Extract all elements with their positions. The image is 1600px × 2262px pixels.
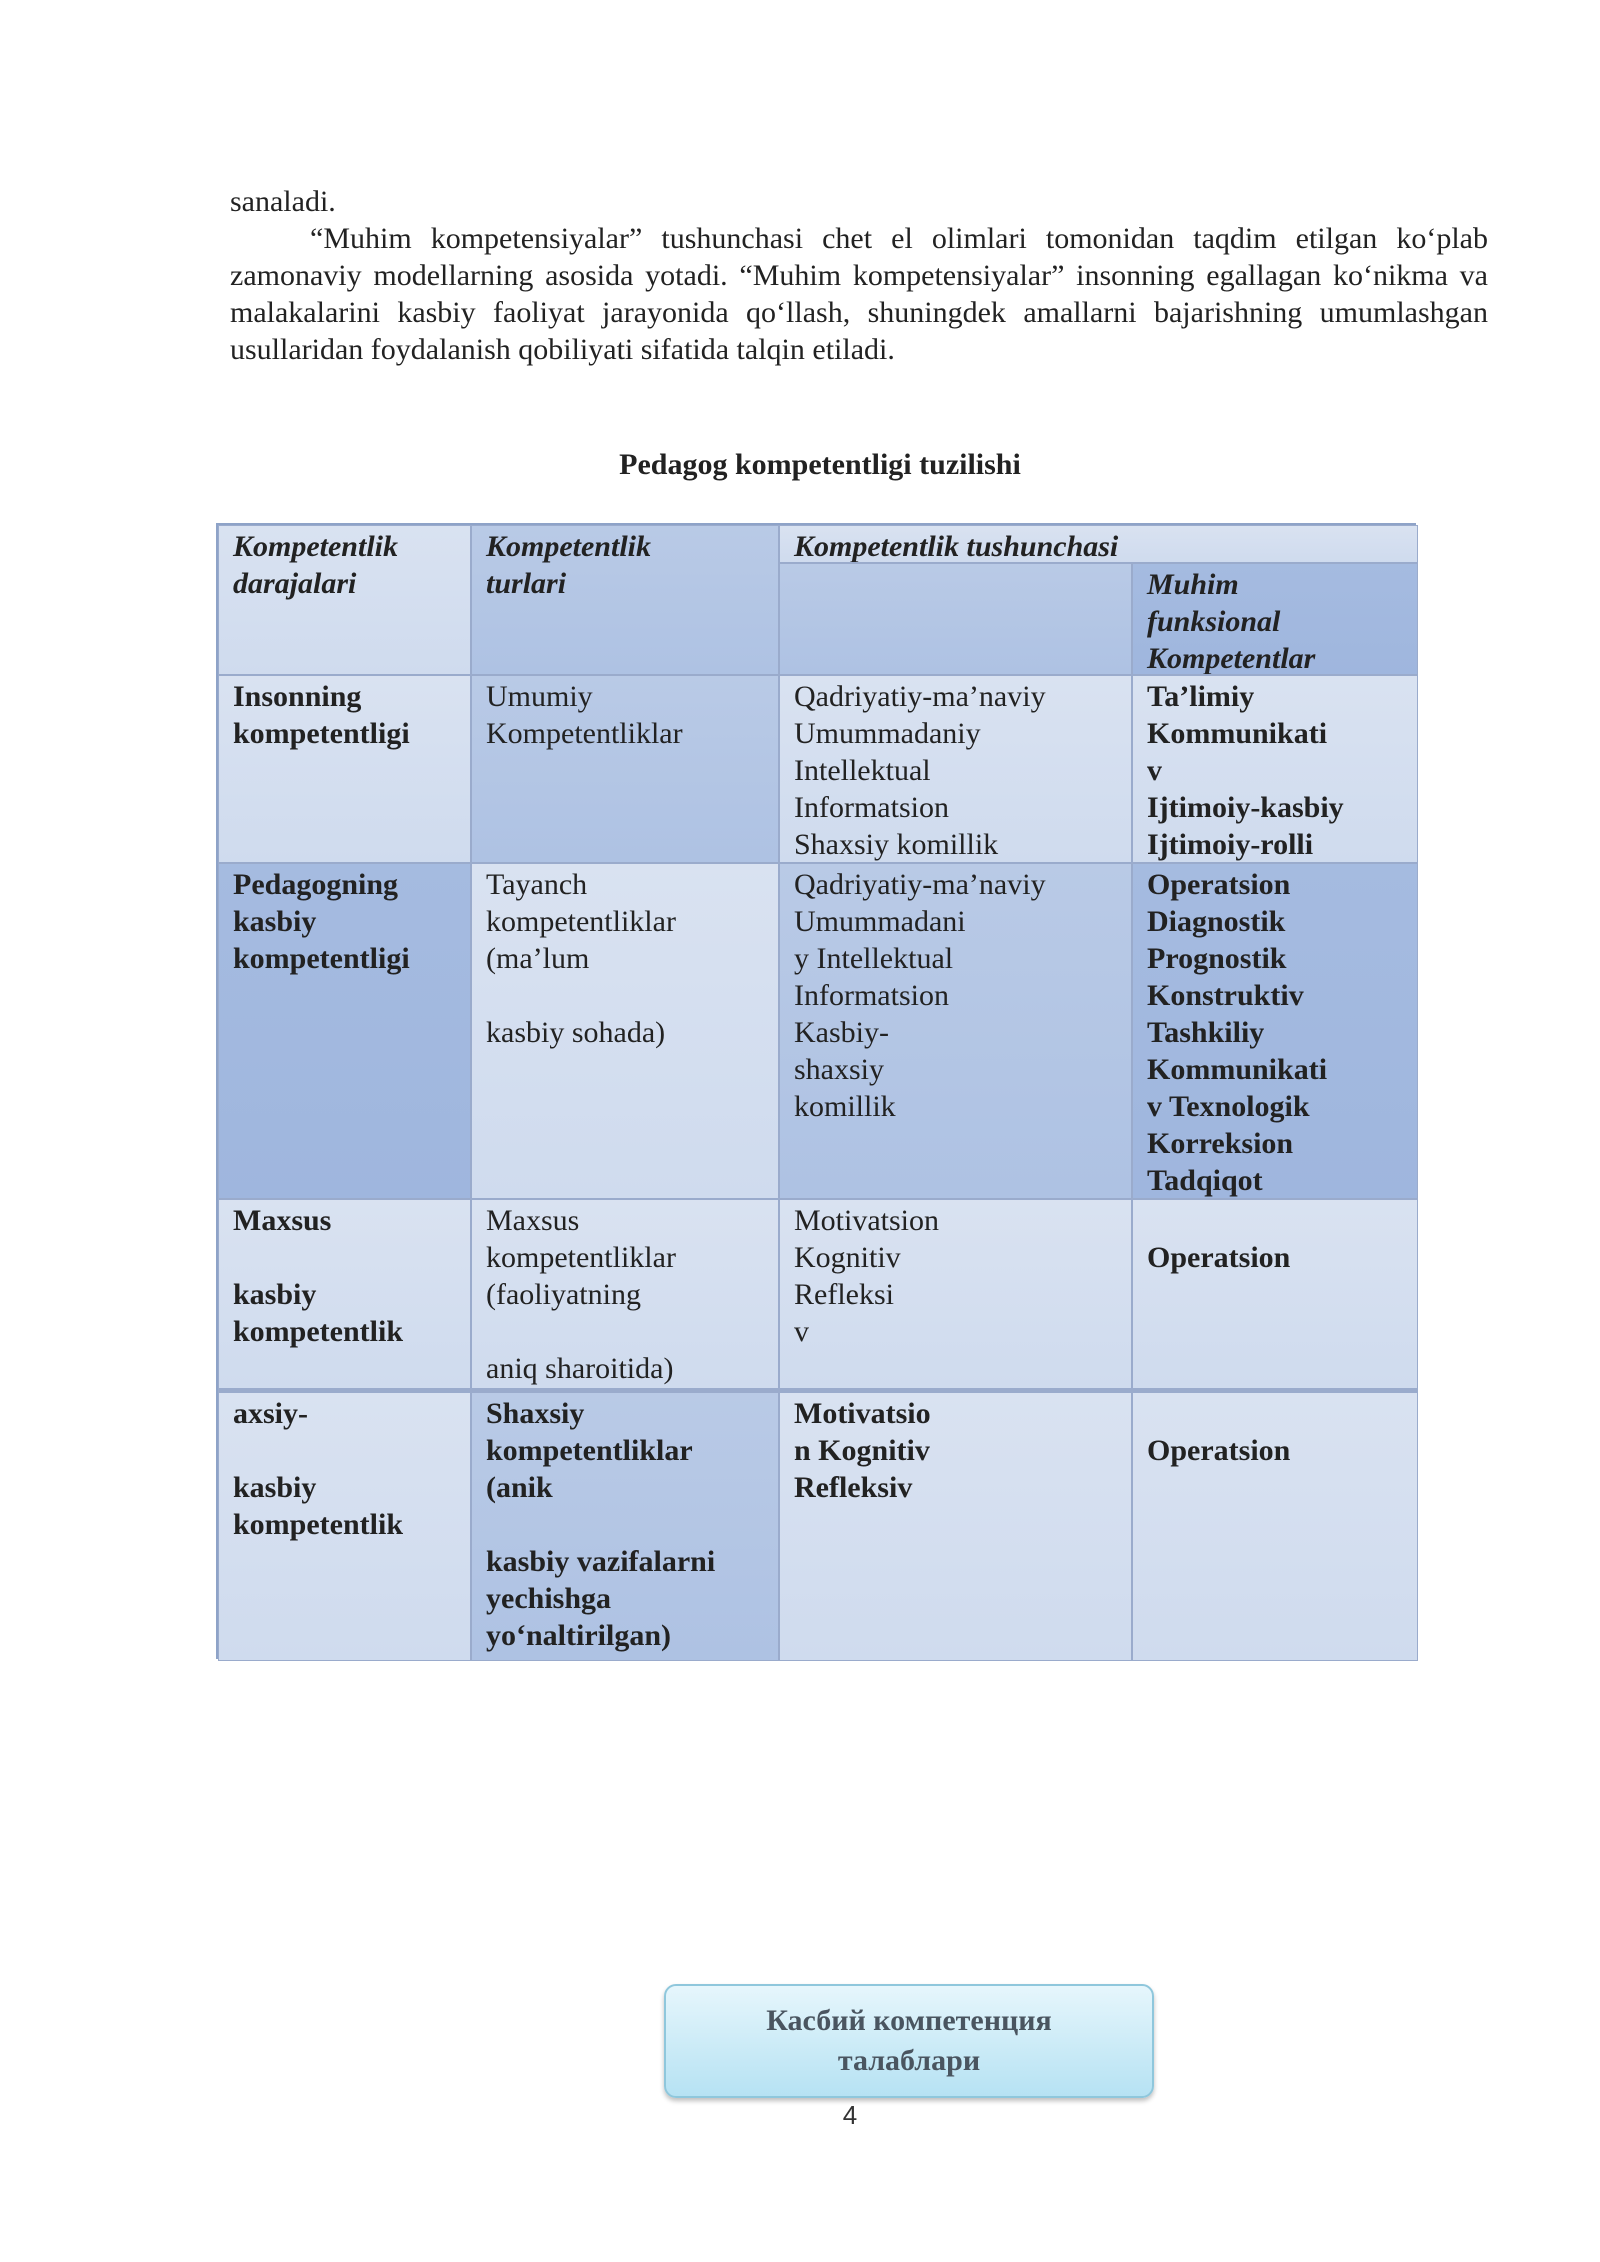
competence-table — [216, 523, 1416, 1659]
cell-line: Ta’limiy — [1147, 680, 1255, 713]
cell-line: Tashkiliy — [1147, 1016, 1265, 1049]
cell-line: Operatsion — [1147, 1434, 1291, 1467]
cell-line: Qadriyatiy-ma’naviy — [794, 680, 1046, 713]
cell-line: kompetentliklar — [486, 905, 676, 938]
cell-line — [486, 977, 764, 1014]
row1-type — [471, 675, 779, 863]
cell-line: Motivatsio — [794, 1397, 931, 1430]
row2-level — [218, 863, 471, 1199]
header-text: Kompetentlik tushunchasi — [794, 530, 1119, 563]
cell-line — [1147, 1202, 1403, 1239]
cell-line: v — [1147, 754, 1162, 787]
body-text — [230, 183, 1488, 368]
cell-line: Tadqiqot — [1147, 1164, 1263, 1197]
row4-functional — [1132, 1389, 1418, 1661]
cell-line — [486, 1313, 764, 1350]
paragraph-key-competencies: “Muhim kompetensiyalar” tushunchasi chet el olimlari tomonidan taqdim etilgan ko‘plab zamonaviy modellarning asosida yotadi. “Muhim kompetensiyalar” insonning egallagan ko‘nikma va malakalarini kasbiy faoliyat jarayonida qo‘llash, shuningdek amallarni bajarishning umumlashgan usullaridan foydalanish qobiliyati sifatida talqin etiladi. — [230, 222, 1488, 366]
cell-line: kompetentliklar — [486, 1241, 676, 1274]
header-concept — [779, 525, 1418, 563]
row2-functional — [1132, 863, 1418, 1199]
cell-line: Informatsion — [794, 791, 949, 824]
cell-line: Diagnostik — [1147, 905, 1286, 938]
header-text: Kompetentlik — [233, 530, 398, 563]
cell-line: Ijtimoiy-kasbiy — [1147, 791, 1344, 824]
cell-line: Operatsion — [1147, 868, 1291, 901]
cell-line: Kompetentliklar — [486, 717, 683, 750]
cell-line: Kommunikati — [1147, 1053, 1328, 1086]
cell-line: kompetentligi — [233, 717, 410, 750]
header-concept-empty — [779, 563, 1132, 675]
cell-line: Pedagogning — [233, 868, 399, 901]
header-functional — [1132, 563, 1418, 675]
cell-line: Kommunikati — [1147, 717, 1328, 750]
cell-line: aniq sharoitida) — [486, 1352, 674, 1385]
cell-line: kasbiy — [233, 905, 317, 938]
cell-line: Kognitiv — [794, 1241, 901, 1274]
cell-line: Umumiy — [486, 680, 593, 713]
cell-line: kasbiy — [233, 1471, 317, 1504]
cell-line: komillik — [794, 1090, 896, 1123]
cell-line: n Kognitiv — [794, 1434, 930, 1467]
cell-line — [233, 1239, 456, 1276]
row3-type — [471, 1199, 779, 1389]
professional-competence-button[interactable] — [664, 1984, 1154, 2098]
cell-line: kasbiy vazifalarni — [486, 1545, 716, 1578]
header-text: Muhim — [1147, 568, 1239, 601]
cell-line: Operatsion — [1147, 1241, 1291, 1274]
row4-type — [471, 1389, 779, 1661]
cell-line: Refleksiv — [794, 1471, 913, 1504]
cell-line: Refleksi — [794, 1278, 894, 1311]
cell-line: Umummadani — [794, 905, 966, 938]
row3-functional — [1132, 1199, 1418, 1389]
cell-line: Ijtimoiy-rolli — [1147, 828, 1314, 861]
page-number: 4 — [842, 2100, 858, 2130]
cell-line: Motivatsion — [794, 1204, 940, 1237]
button-label-line2: талаблари — [837, 2044, 981, 2077]
cell-line: kompetentligi — [233, 942, 410, 975]
row3-concept — [779, 1199, 1132, 1389]
cell-line — [486, 1506, 764, 1543]
button-label-line1: Касбий компетенция — [766, 2004, 1052, 2037]
row4-concept — [779, 1389, 1132, 1661]
paragraph-intro: sanaladi. — [230, 185, 336, 218]
cell-line: axsiy- — [233, 1397, 308, 1430]
header-levels — [218, 525, 471, 675]
cell-line: Insonning — [233, 680, 362, 713]
row1-level — [218, 675, 471, 863]
header-text: funksional — [1147, 605, 1281, 638]
cell-line: Maxsus — [233, 1204, 332, 1237]
cell-line: v Texnologik — [1147, 1090, 1310, 1123]
header-types — [471, 525, 779, 675]
cell-line: Tayanch — [486, 868, 588, 901]
table-title: Pedagog kompetentligi tuzilishi — [619, 448, 1021, 481]
cell-line: yechishga — [486, 1582, 612, 1615]
cell-line: Kasbiy- — [794, 1016, 889, 1049]
header-text: turlari — [486, 567, 567, 600]
header-text: Kompetentlar — [1147, 642, 1316, 675]
cell-line: kompetentlik — [233, 1315, 404, 1348]
cell-line: kompetentliklar — [486, 1434, 693, 1467]
cell-line: shaxsiy — [794, 1053, 884, 1086]
cell-line: kasbiy sohada) — [486, 1016, 666, 1049]
cell-line: kompetentlik — [233, 1508, 404, 1541]
row3-level — [218, 1199, 471, 1389]
row2-type — [471, 863, 779, 1199]
cell-line: v — [794, 1315, 809, 1348]
cell-line: Shaxsiy komillik — [794, 828, 999, 861]
header-text: Kompetentlik — [486, 530, 651, 563]
cell-line: Korreksion — [1147, 1127, 1294, 1160]
cell-line: Shaxsiy — [486, 1397, 585, 1430]
cell-line: Informatsion — [794, 979, 949, 1012]
row1-functional — [1132, 675, 1418, 863]
cell-line: (ma’lum — [486, 942, 590, 975]
cell-line: Qadriyatiy-ma’naviy — [794, 868, 1046, 901]
cell-line: kasbiy — [233, 1278, 317, 1311]
cell-line: Konstruktiv — [1147, 979, 1304, 1012]
cell-line: Prognostik — [1147, 942, 1287, 975]
cell-line: (anik — [486, 1471, 553, 1504]
header-text: darajalari — [233, 567, 357, 600]
cell-line — [233, 1432, 456, 1469]
cell-line — [1147, 1395, 1403, 1432]
row1-concept — [779, 675, 1132, 863]
cell-line: (faoliyatning — [486, 1278, 641, 1311]
cell-line: Umummadaniy — [794, 717, 981, 750]
row4-level — [218, 1389, 471, 1661]
cell-line: y Intellektual — [794, 942, 954, 975]
cell-line: Intellektual — [794, 754, 931, 787]
cell-line: Maxsus — [486, 1204, 580, 1237]
cell-line: yo‘naltirilgan) — [486, 1619, 671, 1652]
row2-concept — [779, 863, 1132, 1199]
